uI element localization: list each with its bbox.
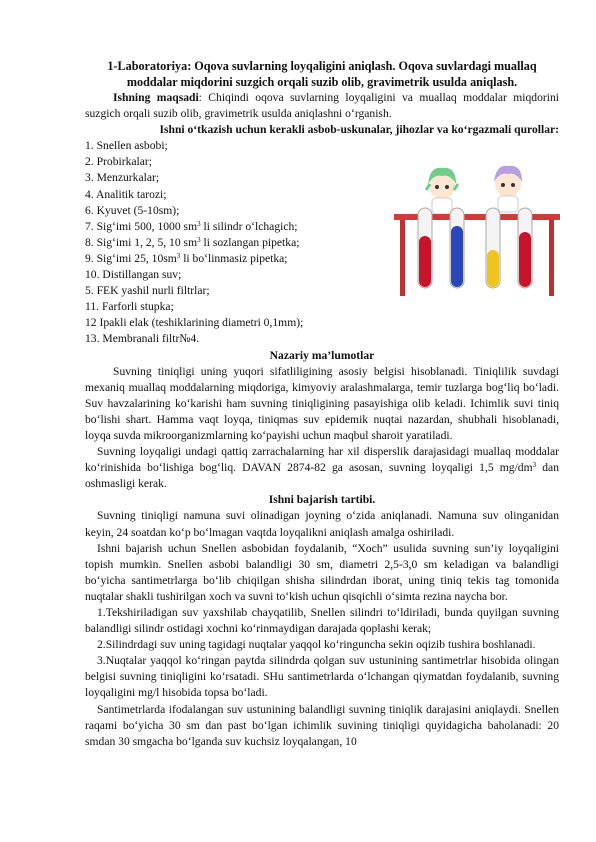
theory-paragraph-1: Suvning tiniqligi uning yuqori sifatliligining asosiy belgisi hisoblanadi. Tiniqlilik suvdagi mexaniq muallaq moddalarning miqdoriga, kimyoviy aralashmalarga, temir tuzlarga bog‘liq bo‘ladi. Suv havzalarining ko‘karishi ham suvning tiniqligining pasayishiga olib keladi. Ichimlik suvi tiniq bo‘lishi shart. Hamma vaqt loyqa, tiniqmas suv epidemik nuqtai nazardan, shubhali hisoblanadi, loyqa suvda mikroorganizmlarning ko‘payishi uchun maqbul sharoit yaratiladi. (85, 364, 559, 442)
order-paragraph-1: Suvning tiniqligi namuna suvi olinadigan joyning o‘zida aniqlanadi. Namuna suv olinganidan keyin, 24 soatdan ko‘p bo‘lmagan vaqtda loyqalikni aniqlash amalga oshiriladi. (85, 509, 559, 539)
tool-item: 8. Sig‘imi 1, 2, 5, 10 $sm^3$ li sozlangan pipetka; (85, 235, 300, 249)
theory-heading: Nazariy ma’lumotlar (269, 348, 375, 362)
tool-item: 11. Farforli stupka; (85, 300, 174, 314)
step-3: 3.Nuqtalar yaqqol ko‘ringan paytda silindrda qolgan suv ustunining santimetrlar hisobida olingan belgisi suvning tiniqligini ko‘rsatadi. SHu santimetrlarda o‘lchangan qiymatdan foydalanib, suvning loyqaligini mg/l hisobida topsa bo‘ladi. (85, 654, 559, 700)
tool-item: 3. Menzurkalar; (85, 171, 160, 185)
tool-item: 6. Kyuvet (5-10sm); (85, 203, 180, 217)
lab-title: 1-Laboratoriya: Oqova suvlarning loyqaligini aniqlash. Oqova suvlardagi muallaq moddalar miqdorini suzgich orqali suzib olib, gravimetrik usulda aniqlash. (107, 59, 537, 89)
purpose-paragraph (85, 90, 559, 122)
test-tube-red-icon (418, 208, 432, 288)
tool-item: 10. Distillangan suv; (85, 268, 182, 282)
theory-paragraph-2 (85, 444, 559, 492)
tools-heading: Ishni o‘tkazish uchun kerakli asbob-uskunalar, jihozlar va ko‘rgazmali qurollar: (159, 123, 559, 137)
tool-item: 9. Sig‘imi 25, $10sm^3$ li bo‘linmasiz pipetka; (85, 251, 288, 265)
rack-leg-right (549, 220, 554, 296)
theory-p2-sup: 3 (532, 461, 537, 470)
tool-item: 5. FEK yashil nurli filtrlar; (85, 284, 210, 298)
test-tube-red-2-icon (518, 208, 532, 288)
tool-item: 1. Snellen asbobi; (85, 139, 168, 153)
order-heading: Ishni bajarish tartibi. (268, 493, 376, 507)
tool-item: 12 Ipakli elak (teshiklarining diametri 0,1mm); (85, 316, 304, 330)
tool-item: 4. Analitik tarozi; (85, 187, 167, 201)
test-tube-blue-icon (450, 208, 464, 288)
character-purple-icon (494, 166, 522, 212)
theory-p2-text: Suvning loyqaligi undagi qattiq zarrachalarning har xil disperslik darajasidagi muallaq moddalar ko‘rinishida bo‘lishiga bog‘liq. DAVAN 2874-82 ga asosan, suvning loyqaligi 1,5 mg/dm (85, 445, 559, 475)
final-paragraph: Santimetrlarda ifodalangan suv ustunining balandligi suvning tiniqlik darajasini aniqlaydi. Snellen raqami bo‘yicha 30 sm dan past bo‘lgan ichimlik suvining tiniqligi quyidagicha baholanadi: 20 smdan 30 smgacha bo‘lganda suv kuchsiz loyqalangan, 10 (85, 702, 559, 748)
step-2: 2.Silindrdagi suv uning tagidagi nuqtalar yaqqol ko‘ringuncha sekin oqizib tushira boshlanadi. (97, 638, 536, 652)
tool-item: 2. Probirkalar; (85, 155, 152, 169)
purpose-label: Ishning maqsadi (113, 91, 199, 104)
step-1: 1.Tekshiriladigan suv yaxshilab chayqatilib, Snellen silindri to‘ldiriladi, bunda quyilgan suvning balandligi silindr ostidagi xochni ko‘rinmaydigan darajada qoplashi kerak; (85, 606, 559, 636)
test-tube-yellow-icon (486, 208, 500, 288)
tool-item: 7. Sig‘imi 500, 1000 $sm^3$ li silindr o‘lchagich; (85, 219, 298, 233)
character-green-icon (426, 168, 458, 214)
rack-leg-left (400, 220, 405, 296)
order-paragraph-2: Ishni bajarish uchun Snellen asbobidan foydalanib, “Xoch” usulida suvning sun’iy loyqaligini topish mumkin. Snellen asbobi balandligi 30 sm, diametri 2,5-3,0 sm keladigan va balandligi bo‘yicha santimetrlarga bo‘lib chiqilgan shisha silindrdan iborat, uning tiniq tekis tag tomonida nuqtalar shakli tushirilgan xoch va suvni to‘kish uchun qisqichli o‘simta rezina naycha bor. (85, 541, 559, 603)
tool-item: 13. Membranali filtr№4. (85, 332, 200, 346)
test-tubes-illustration (390, 160, 564, 300)
theory-p2-tail: dan oshmasligi kerak. (85, 461, 559, 491)
purpose-text: : Chiqindi oqova suvlarning loyqaligini va muallaq moddalar miqdorini suzgich orqali suzib olib, gravimetrik usulda aniqlashni o‘rganish. (85, 91, 559, 121)
